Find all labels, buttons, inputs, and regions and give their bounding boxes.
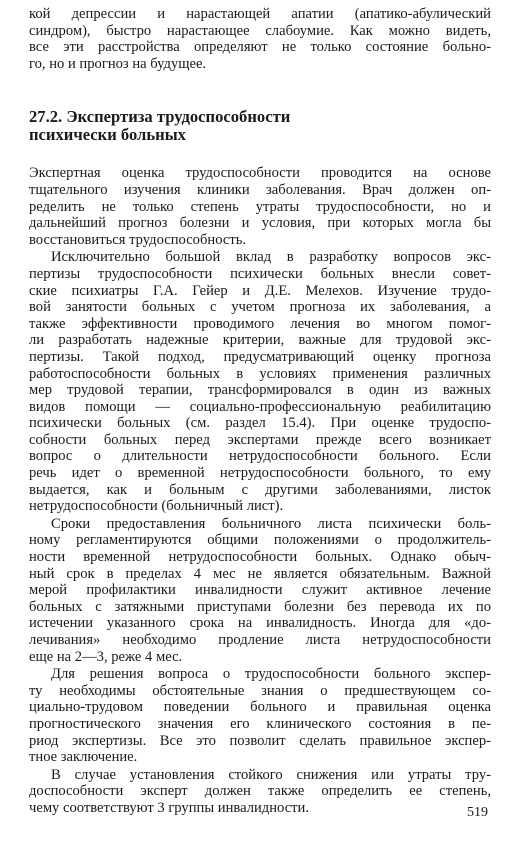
text-line: синдром), быстро нарастающее слабоумие. Как можно видеть, bbox=[29, 22, 491, 39]
text-line: видов помощи — социально-профессиональную реабилитацию bbox=[29, 398, 491, 415]
text-line: вопрос о длительности нетрудоспособности больного. Если bbox=[29, 448, 491, 465]
text-line: пертизы. Такой подход, предусматривающий оценку прогноза bbox=[29, 348, 491, 365]
text-line: циально-трудовом поведении больного и правильная оценка bbox=[29, 699, 491, 716]
text-line: кой депрессии и нарастающей апатии (апатико-абулический bbox=[29, 6, 491, 22]
text-line: собности больных перед экспертами прежде всего возникает bbox=[29, 431, 491, 448]
text-line: Для решения вопроса о трудоспособности больного экспер- bbox=[51, 666, 491, 683]
text-line: еще на 2—3, реже 4 мес. bbox=[29, 648, 183, 665]
text-line: ный срок в пределах 4 мес не является обязательным. Важной bbox=[29, 565, 491, 582]
text-line: психически больных (см. раздел 15.4). При оценке трудоспо- bbox=[29, 415, 491, 432]
text-line: нетрудоспособности (больничный лист). bbox=[29, 498, 284, 515]
text-line: тщательного изучения клиники заболевания. Врач должен оп- bbox=[29, 181, 491, 198]
text-line: ские психиатры Г.А. Гейер и Д.Е. Мелехов. Изучение трудо- bbox=[29, 282, 491, 299]
text-line: восстановиться трудоспособность. bbox=[29, 231, 247, 248]
text-line: го, но и прогноз на будущее. bbox=[29, 55, 207, 72]
paragraph bbox=[29, 767, 491, 817]
text-line: Сроки предоставления больничного листа психически боль- bbox=[51, 515, 491, 532]
heading-line: 27.2. Экспертиза трудоспособности bbox=[29, 107, 291, 127]
text-line: тное заключение. bbox=[29, 749, 138, 766]
text-line: Исключительно большой вклад в разработку вопросов экс- bbox=[51, 249, 491, 266]
heading-line: психически больных bbox=[29, 124, 186, 144]
text-line: доспособности эксперт должен также определить ее степень, bbox=[29, 783, 491, 800]
text-line: больных с затяжными приступами болезни без перевода их по bbox=[29, 598, 491, 615]
text-line: ности временной нетрудоспособности больных. Однако обыч- bbox=[29, 549, 491, 566]
text-line: Экспертная оценка трудоспособности проводится на основе bbox=[29, 165, 491, 182]
text-line: ному регламентируются общими положениями о продолжитель- bbox=[29, 532, 491, 549]
text-line: прогностического значения его клинического состояния в пе- bbox=[29, 715, 491, 732]
text-line: работоспособности больных в условиях применения различных bbox=[29, 365, 491, 382]
text-line: истечении указанного срока на инвалидность. Иногда для «до- bbox=[29, 615, 491, 632]
text-line: риод экспертизы. Все это позволит сделать правильное экспер- bbox=[29, 732, 491, 749]
text-line: выдается, как и больным с другими заболеваниями, листок bbox=[29, 481, 491, 498]
section-body bbox=[29, 165, 491, 816]
text-line: также эффективности проводимого лечения во многом помог- bbox=[29, 315, 491, 332]
text-line: чему соответствуют 3 группы инвалидности. bbox=[29, 799, 310, 816]
paragraph bbox=[29, 249, 491, 515]
section-heading bbox=[29, 108, 491, 143]
paragraph bbox=[29, 666, 491, 766]
text-line: мер трудовой терапии, трансформировался в один из важных bbox=[29, 382, 491, 399]
paragraph bbox=[29, 516, 491, 665]
text-line: В случае установления стойкого снижения или утраты тру- bbox=[51, 766, 491, 783]
text-line: вой занятости больных с учетом прогноза их заболевания, а bbox=[29, 299, 491, 316]
text-line: пертизы трудоспособности психически больных внесли совет- bbox=[29, 265, 491, 282]
text-line: ту необходимы обстоятельные знания о предшествующем со- bbox=[29, 682, 491, 699]
text-line: все эти расстройства определяют не только состояние больно- bbox=[29, 39, 491, 56]
intro-text bbox=[29, 6, 491, 72]
text-line: дальнейший прогноз болезни и условия, при которых могла бы bbox=[29, 215, 491, 232]
text-line: речь идет о временной нетрудоспособности больного, то ему bbox=[29, 465, 491, 482]
page-number: 519 bbox=[467, 805, 488, 820]
text-line: ли разработать надежные критерии, важные для трудовой экс- bbox=[29, 332, 491, 349]
paragraph bbox=[29, 165, 491, 248]
text-line: лечивания» необходимо продление листа нетрудоспособности bbox=[29, 632, 491, 648]
text-line: мерой профилактики инвалидности служит активное лечение bbox=[29, 582, 491, 599]
text-line: ределить не только степень утраты трудоспособности, но и bbox=[29, 198, 491, 215]
book-page bbox=[29, 6, 491, 817]
